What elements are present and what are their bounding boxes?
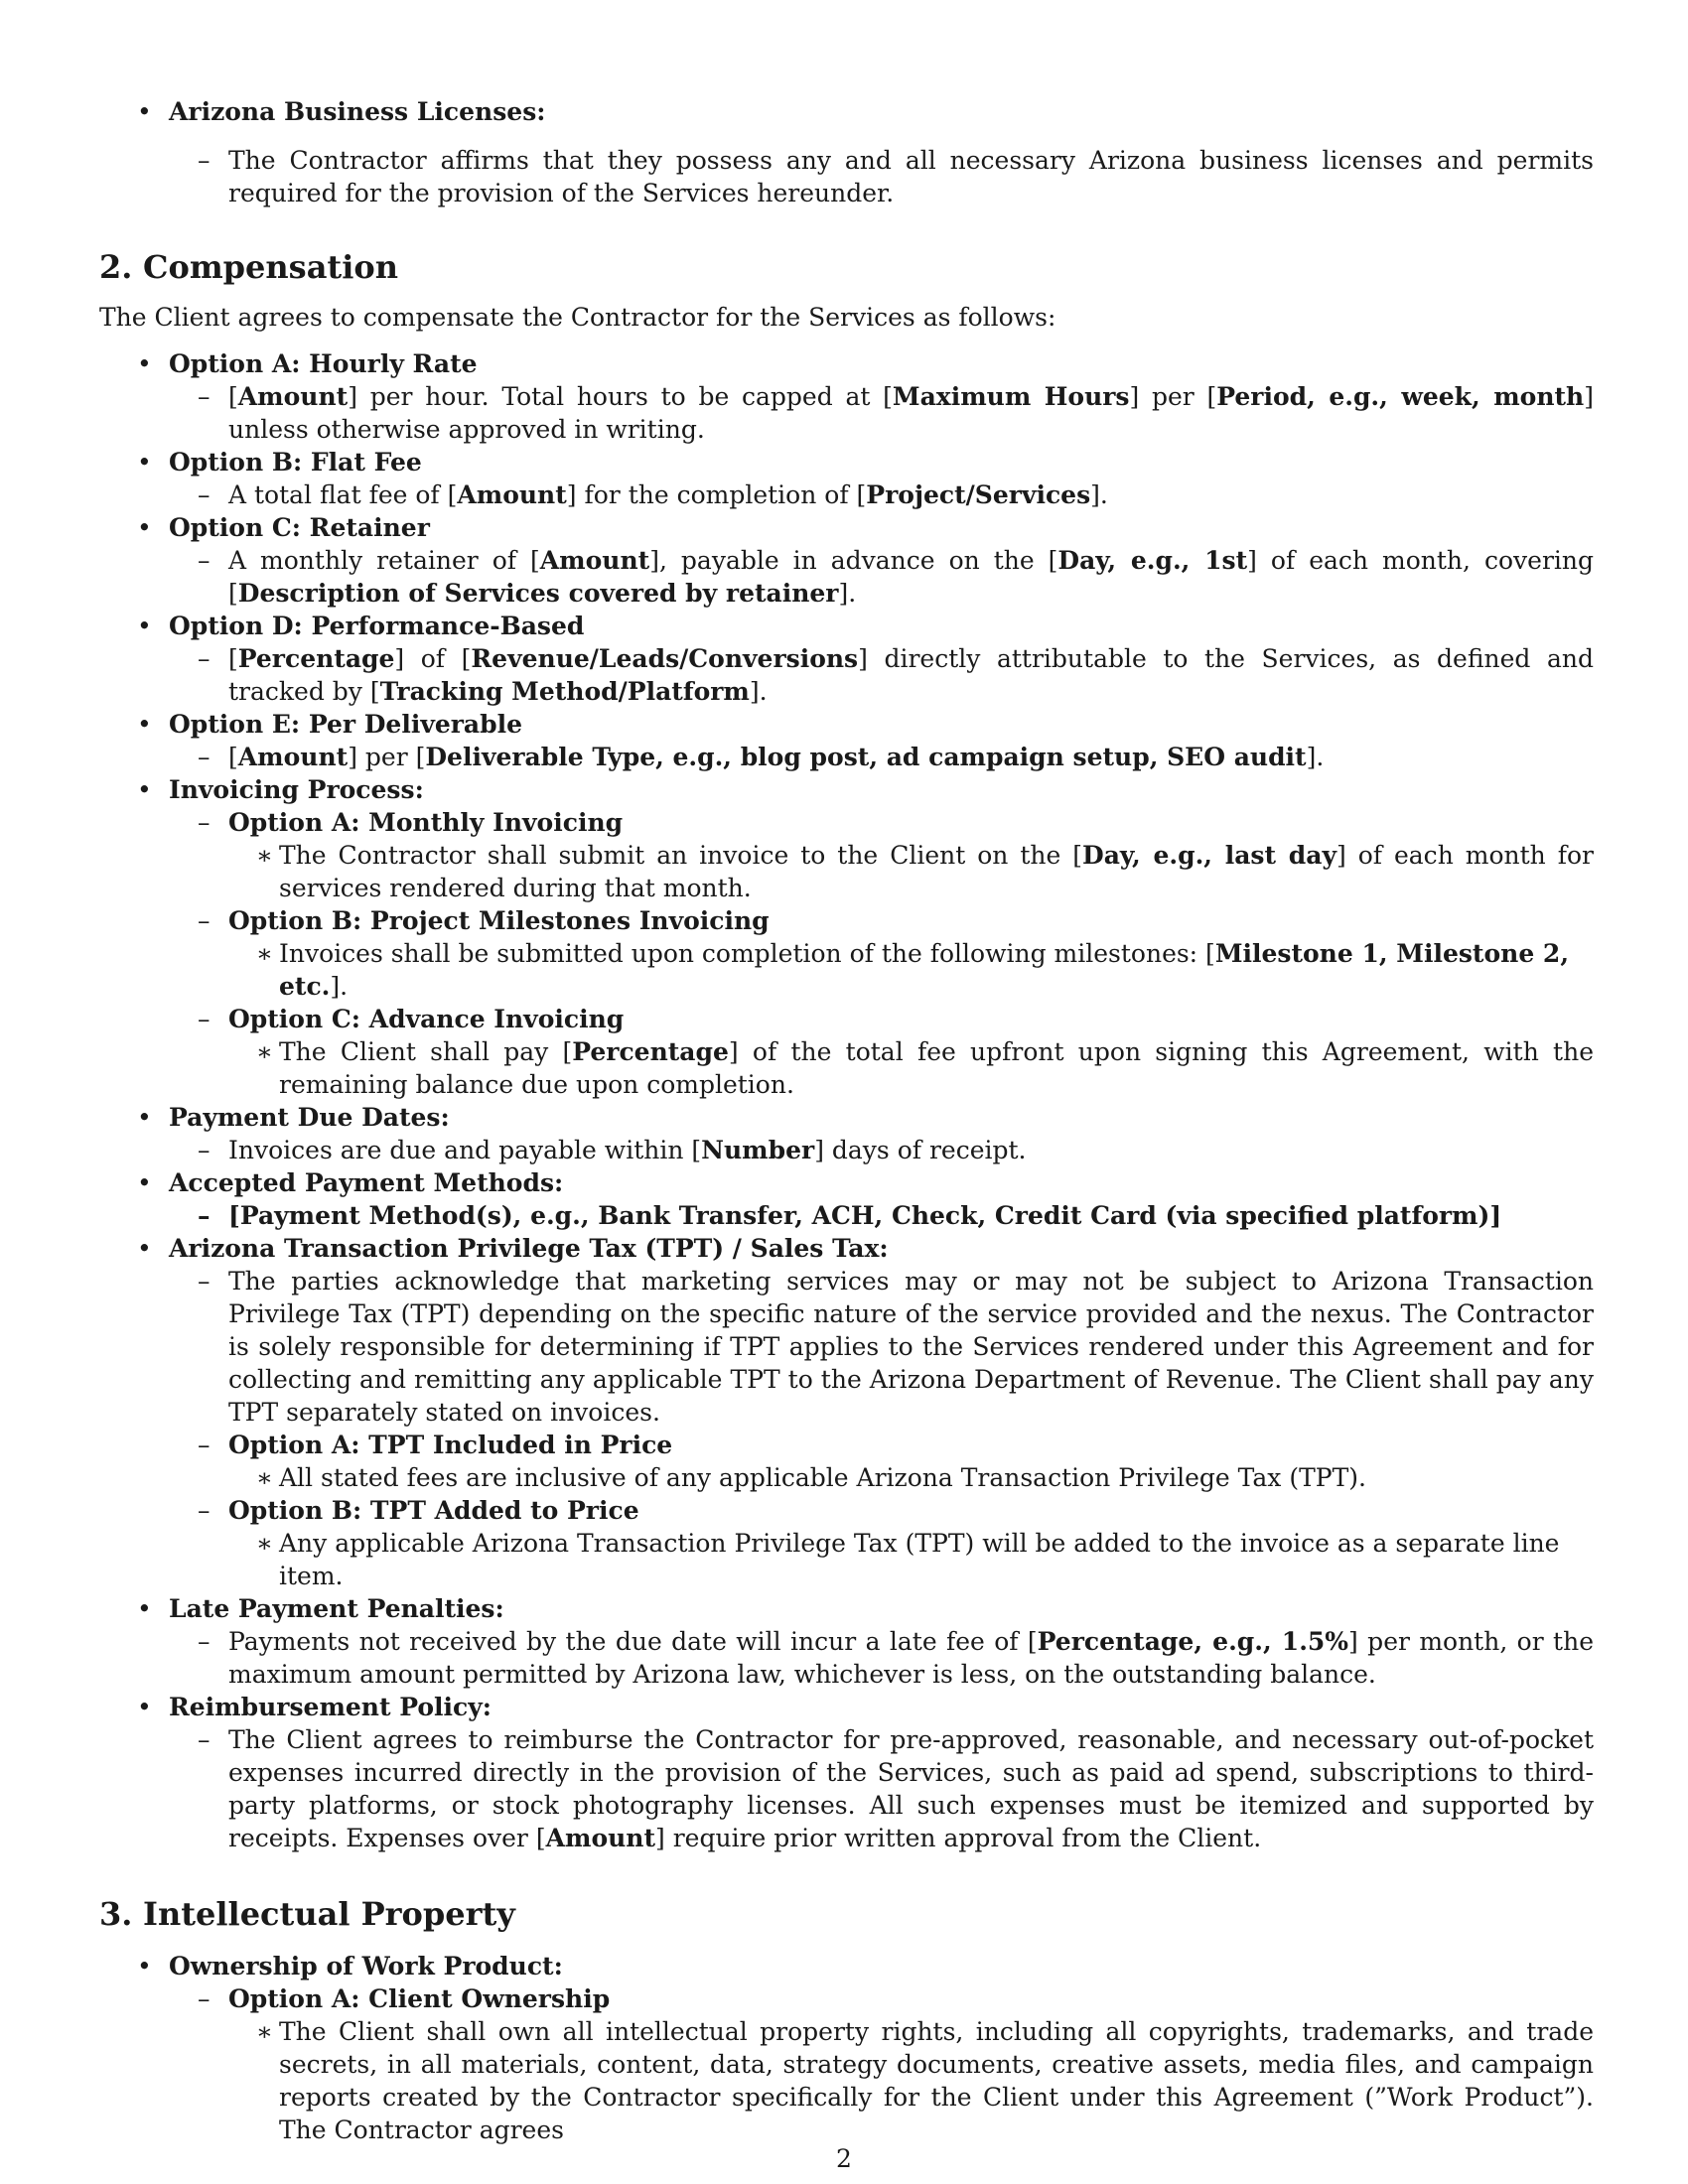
late-payment-text: – Payments not received by the due date will incur a late fee of [Percentage, e.g., 1.5%] per month, or the maximum amount permitted by Arizona law, whichever is less, on the outstanding balance. [169, 1625, 1594, 1691]
reimbursement-item [99, 1691, 1594, 1854]
az-licenses-text: – The Contractor affirms that they possess any and all necessary Arizona business licenses and permits required for the provision of the Services hereunder. [169, 144, 1594, 209]
tpt-text: – The parties acknowledge that marketing services may or may not be subject to Arizona Transaction Privilege Tax (TPT) depending on the specific nature of the service provided and the nexus. The Contractor is solely responsible for determining if TPT applies to the Services rendered under this Agreement and for collecting and remitting any applicable TPT to the Arizona Department of Revenue. The Client shall pay any TPT separately stated on invoices. [169, 1265, 1594, 1429]
late-payment-item [99, 1592, 1594, 1691]
option-b-flat-item [99, 446, 1594, 511]
ownership-item [99, 1950, 1594, 2146]
payment-due-label: Payment Due Dates: [169, 1103, 450, 1132]
option-e-deliverable-item [99, 708, 1594, 773]
tpt-option-b: – Option B: TPT Added to Price ∗ Any applicable Arizona Transaction Privilege Tax (TPT) will be added to the invoice as a separate line item. [169, 1494, 1594, 1592]
option-c-retainer-text: – A monthly retainer of [Amount], payable in advance on the [Day, e.g., 1st] of each month, covering [Description of Services covered by retainer]. [169, 544, 1594, 610]
ip-list [99, 1950, 1594, 2146]
ownership-option-a: – Option A: Client Ownership ∗ The Client shall own all intellectual property rights, including all copyrights, trademarks, and trade secrets, in all materials, content, data, strategy documents, creative assets, media files, and campaign reports created by the Contractor specifically for the Client under this Agreement (”Work Product”). The Contractor agrees [169, 1982, 1594, 2146]
ownership-option-a-text: ∗ The Client shall own all intellectual property rights, including all copyrights, trademarks, and trade secrets, in all materials, content, data, strategy documents, creative assets, media files, and campaign reports created by the Contractor specifically for the Client under this Agreement (”Work Product”). The Contractor agrees [228, 2015, 1594, 2146]
option-b-flat-label: Option B: Flat Fee [169, 448, 422, 477]
option-a-hourly-label: Option A: Hourly Rate [169, 349, 478, 378]
payment-methods-label: Accepted Payment Methods: [169, 1168, 564, 1197]
az-licenses-list [99, 95, 1594, 209]
az-licenses-label: Arizona Business Licenses: [169, 97, 546, 126]
option-b-flat-text: – A total flat fee of [Amount] for the completion of [Project/Services]. [169, 478, 1594, 511]
invoicing-option-a-text: ∗ The Contractor shall submit an invoice to the Client on the [Day, e.g., last day] of each month for services rendered during that month. [228, 839, 1594, 904]
reimbursement-text: – The Client agrees to reimburse the Contractor for pre-approved, reasonable, and necessary out-of-pocket expenses incurred directly in the provision of the Services, such as paid ad spend, subscriptions to third-party platforms, or stock photography licenses. All such expenses must be itemized and supported by receipts. Expenses over [Amount] require prior written approval from the Client. [169, 1723, 1594, 1854]
tpt-option-b-text: ∗ Any applicable Arizona Transaction Privilege Tax (TPT) will be added to the invoice as a separate line item. [228, 1527, 1594, 1592]
section-2-title: Compensation [143, 248, 398, 286]
option-d-performance-item [99, 610, 1594, 708]
invoicing-option-c: – Option C: Advance Invoicing ∗ The Client shall pay [Percentage] of the total fee upfront upon signing this Agreement, with the remaining balance due upon completion. [169, 1003, 1594, 1101]
option-c-retainer-item [99, 511, 1594, 610]
section-3-heading [99, 1894, 1594, 1934]
section-3-number: 3. [99, 1895, 133, 1933]
option-e-deliverable-text: – [Amount] per [Deliverable Type, e.g., blog post, ad campaign setup, SEO audit]. [169, 741, 1594, 773]
late-payment-label: Late Payment Penalties: [169, 1594, 504, 1623]
invoicing-label: Invoicing Process: [169, 775, 424, 804]
option-c-retainer-label: Option C: Retainer [169, 513, 430, 542]
invoicing-options [169, 806, 1594, 1101]
invoicing-option-c-text: ∗ The Client shall pay [Percentage] of the total fee upfront upon signing this Agreement, with the remaining balance due upon completion. [228, 1035, 1594, 1101]
section-2-heading [99, 247, 1594, 287]
option-a-hourly-item [99, 347, 1594, 446]
invoicing-option-b-text: ∗ Invoices shall be submitted upon completion of the following milestones: [Milestone 1, Milestone 2, etc.]. [228, 937, 1594, 1003]
payment-due-item [99, 1101, 1594, 1166]
option-d-performance-label: Option D: Performance-Based [169, 612, 585, 640]
invoicing-option-b: – Option B: Project Milestones Invoicing ∗ Invoices shall be submitted upon completion of the following milestones: [Milestone 1, Milestone 2, etc.]. [169, 904, 1594, 1003]
payment-due-text: – Invoices are due and payable within [Number] days of receipt. [169, 1134, 1594, 1166]
option-d-performance-text: – [Percentage] of [Revenue/Leads/Conversions] directly attributable to the Services, as defined and tracked by [Tracking Method/Platform]. [169, 642, 1594, 708]
az-licenses-item [99, 95, 1594, 209]
ownership-label: Ownership of Work Product: [169, 1952, 563, 1980]
az-licenses-sublist [169, 144, 1594, 209]
page-number: 2 [836, 2144, 852, 2173]
payment-methods-text: – [Payment Method(s), e.g., Bank Transfer, ACH, Check, Credit Card (via specified platform)] [169, 1199, 1594, 1232]
tpt-item [99, 1232, 1594, 1592]
section-3-title: Intellectual Property [143, 1895, 515, 1933]
tpt-sublist [169, 1265, 1594, 1592]
compensation-list [99, 347, 1594, 1854]
invoicing-option-a: – Option A: Monthly Invoicing ∗ The Contractor shall submit an invoice to the Client on the [Day, e.g., last day] of each month for services rendered during that month. [169, 806, 1594, 904]
option-e-deliverable-label: Option E: Per Deliverable [169, 710, 523, 739]
section-2-number: 2. [99, 248, 133, 286]
tpt-option-a: – Option A: TPT Included in Price ∗ All stated fees are inclusive of any applicable Arizona Transaction Privilege Tax (TPT). [169, 1429, 1594, 1494]
tpt-label: Arizona Transaction Privilege Tax (TPT) / Sales Tax: [169, 1234, 889, 1263]
invoicing-item [99, 773, 1594, 1101]
document-page [99, 95, 1594, 2146]
tpt-option-a-text: ∗ All stated fees are inclusive of any applicable Arizona Transaction Privilege Tax (TPT). [228, 1461, 1594, 1494]
reimbursement-label: Reimbursement Policy: [169, 1693, 492, 1721]
section-2-intro: The Client agrees to compensate the Contractor for the Services as follows: [99, 303, 1056, 332]
option-a-hourly-text: – [Amount] per hour. Total hours to be capped at [Maximum Hours] per [Period, e.g., week, month] unless otherwise approved in writing. [169, 380, 1594, 446]
payment-methods-item [99, 1166, 1594, 1232]
